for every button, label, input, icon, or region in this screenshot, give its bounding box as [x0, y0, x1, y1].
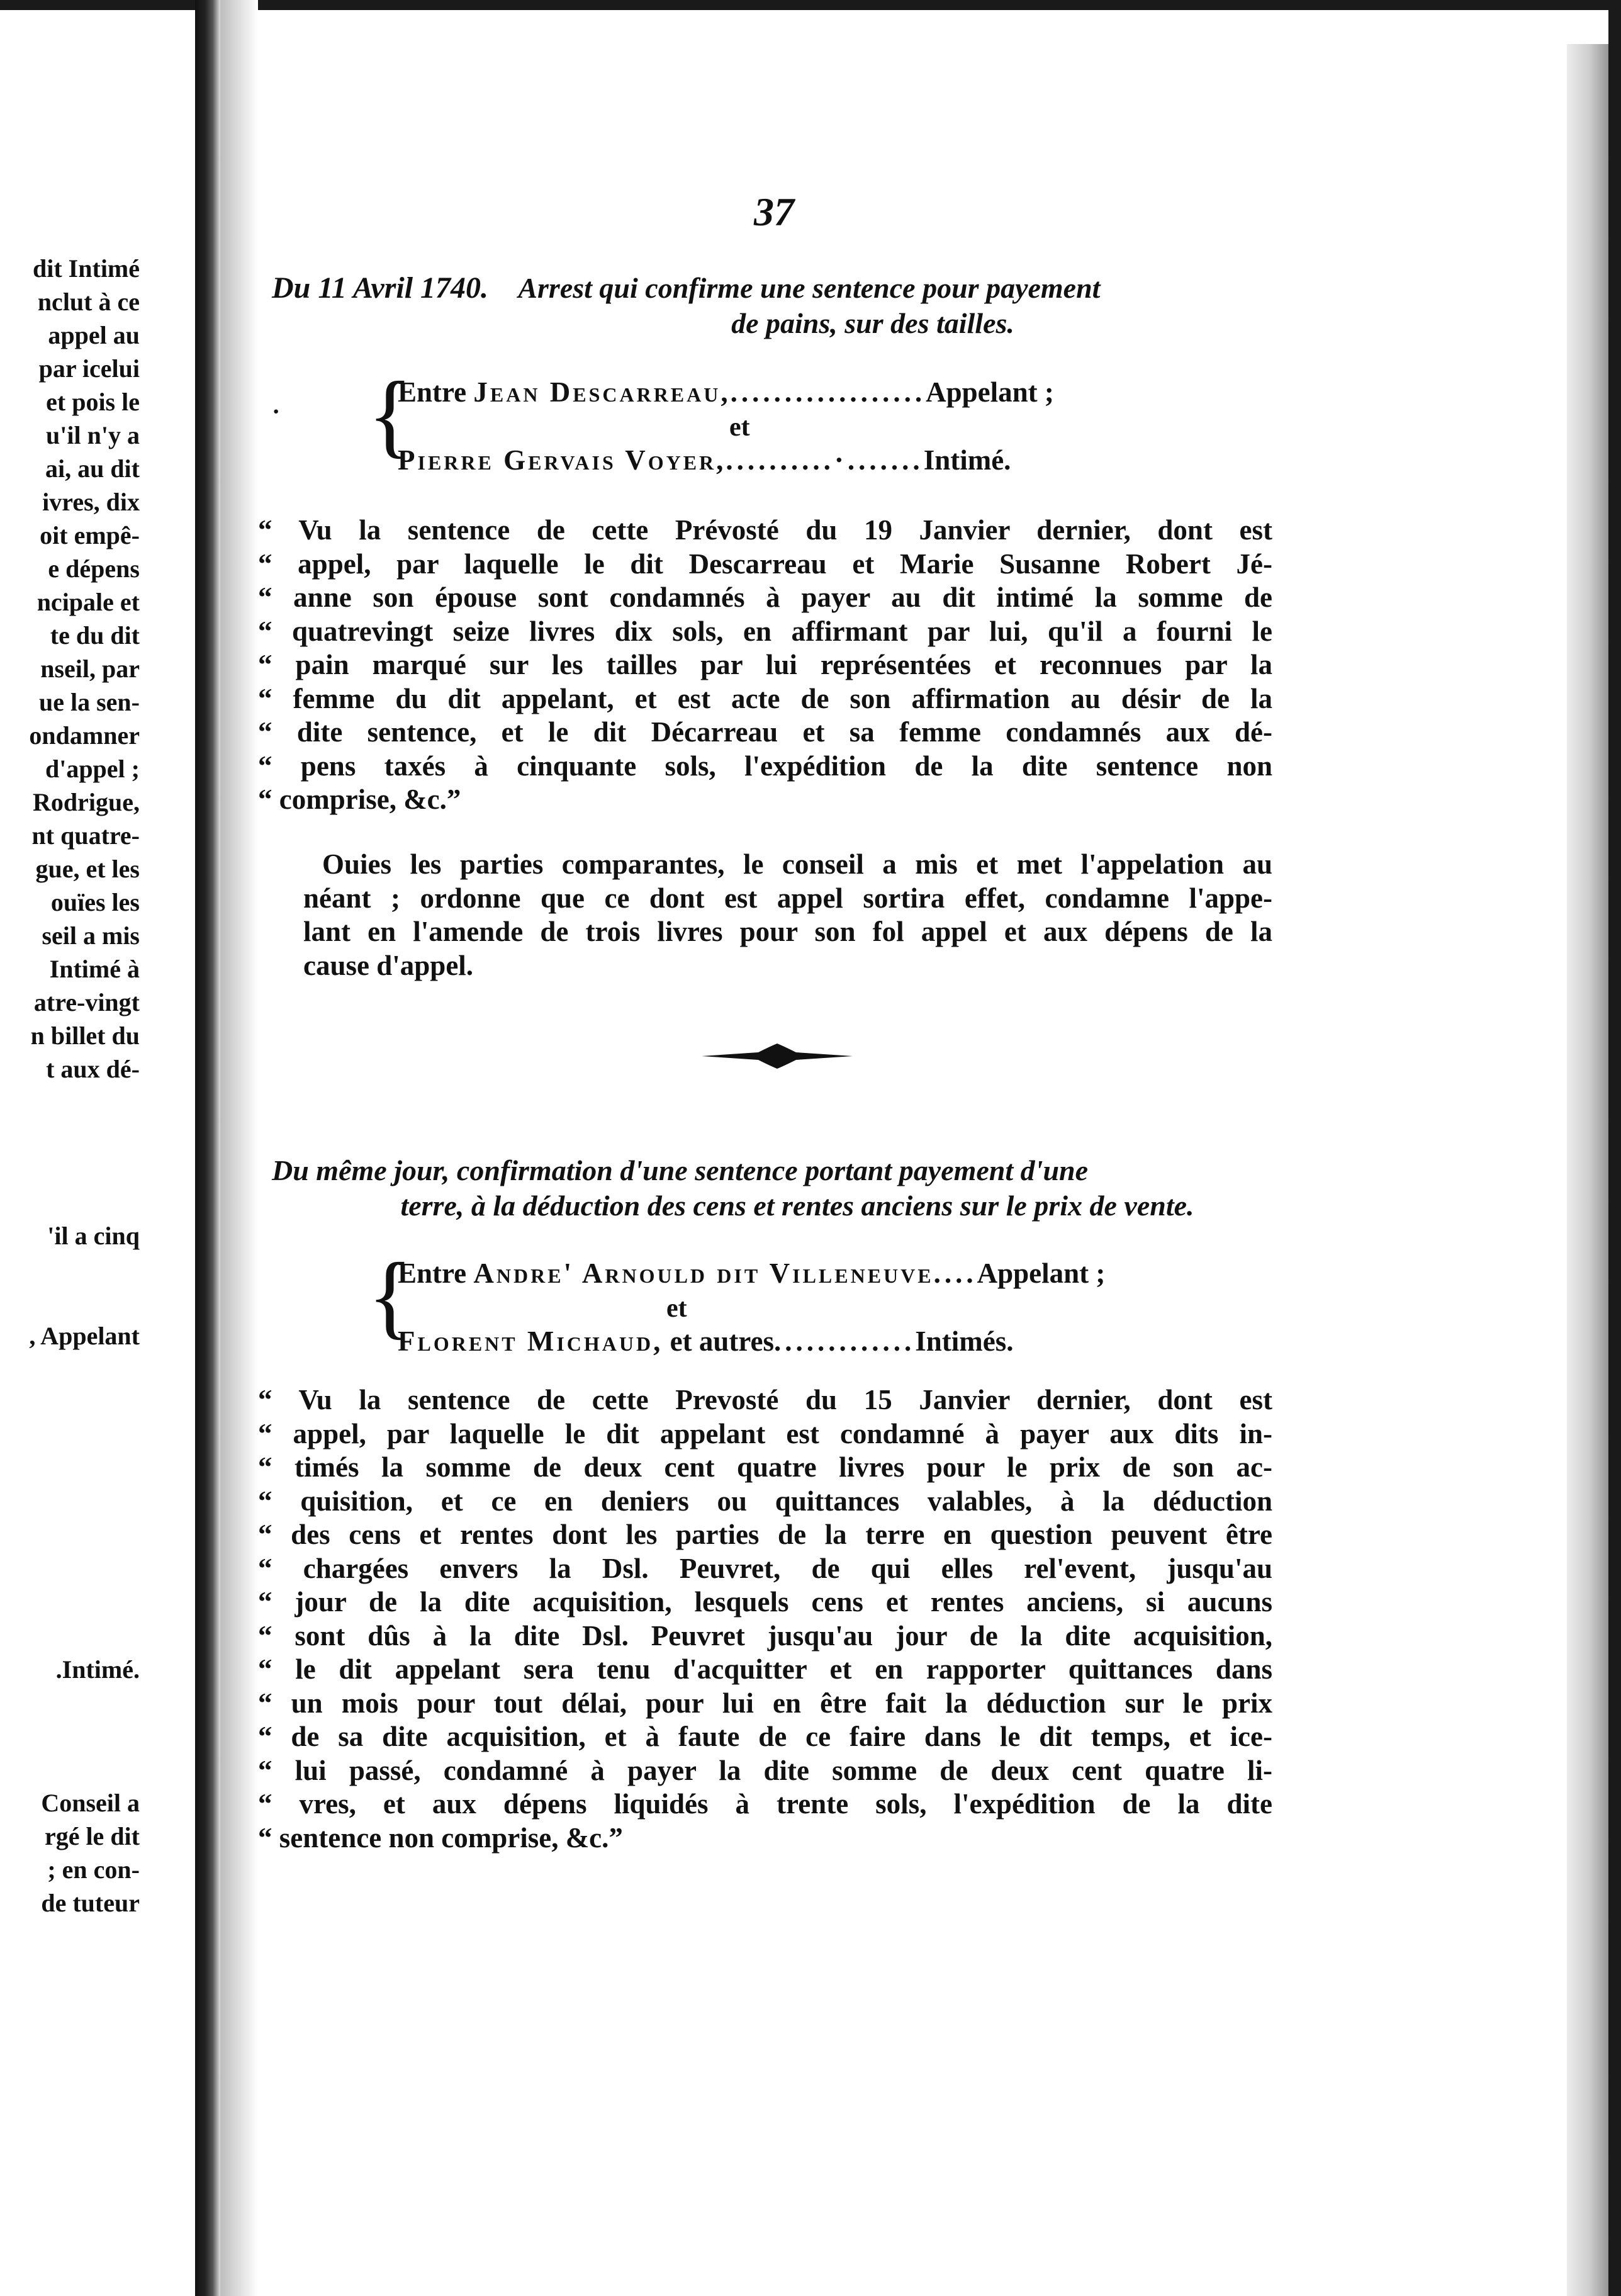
fragment-line: par icelui [38, 354, 140, 383]
fragment-line: nt quatre- [31, 821, 140, 850]
fragment-line [0, 1719, 140, 1753]
fragment-line: d'appel ; [45, 755, 140, 783]
ruling-line: Ouies les parties comparantes, le conseil a mis et met l'appelation au [322, 848, 1272, 880]
party-role: Appelant ; [977, 1258, 1106, 1289]
party-role: Appelant ; [926, 376, 1054, 408]
section1-title-line2: de pains, sur des tailles. [731, 307, 1014, 339]
section2-party-appelant: Entre Andre' Arnould dit Villeneuve....Appelant ; [398, 1258, 1106, 1289]
curly-brace-icon: { [367, 363, 413, 467]
section2-heading [272, 1153, 1272, 1224]
fragment-line [0, 1586, 140, 1619]
quote-line: “ jour de la dite acquisition, lesquels cens et rentes anciens, si aucuns [258, 1586, 1272, 1618]
section2-party-intimes: Florent Michaud, et autres.............Intimés. [398, 1325, 1014, 1357]
quote-line: “ le dit appelant sera tenu d'acquitter et en rapporter quittances dans [258, 1653, 1272, 1685]
section1-title-line1: Arrest qui confirme une sentence pour payement [518, 272, 1101, 304]
fragment-line: nclut à ce [37, 288, 140, 316]
fragment-line: ouïes les [50, 888, 140, 916]
quote-line: “ sentence non comprise, &c.” [258, 1821, 623, 1854]
section2-quote [258, 1383, 1272, 1855]
fragment-line [0, 1619, 140, 1653]
fragment-line: , Appelant [29, 1322, 140, 1350]
quote-line: “ quatrevingt seize livres dix sols, en affirmant par lui, qu'il a fourni le [258, 615, 1272, 647]
ruling-line: cause d'appel. [303, 949, 474, 981]
quote-line: “ lui passé, condamné à payer la dite somme de deux cent quatre li- [258, 1754, 1272, 1786]
fragment-line [0, 1119, 140, 1152]
quote-line: “ Vu la sentence de cette Prévosté du 19 Janvier dernier, dont est [258, 514, 1272, 546]
quote-line: “ quisition, et ce en deniers ou quittances valables, à la déduction [258, 1485, 1272, 1517]
curly-brace-icon: { [367, 1244, 413, 1348]
fragment-line: dit Intimé [33, 254, 140, 283]
fragment-line [0, 1553, 140, 1586]
fragment-line: atre-vingt [33, 988, 140, 1016]
quote-line: “ des cens et rentes dont les parties de la terre en question peuvent être [258, 1519, 1272, 1550]
quote-line: “ appel, par laquelle le dit appelant est condamné à payer aux dits in- [258, 1417, 1272, 1449]
fragment-line: ncipale et [36, 588, 140, 616]
quote-line: “ femme du dit appelant, et est acte de son affirmation au désir de la [258, 682, 1272, 714]
fragment-line: ondamner [29, 721, 140, 750]
fragment-line: u'il n'y a [46, 421, 140, 449]
fragment-line [0, 1252, 140, 1286]
fragment-line: de tuteur [41, 1889, 140, 1917]
party-role: Intimé. [923, 444, 1011, 476]
ruling-line: lant en l'amende de trois livres pour son fol appel et aux dépens de la [303, 916, 1272, 947]
book-gutter [195, 0, 220, 2296]
quote-line: “ de sa dite acquisition, et à faute de ce faire dans le dit temps, et ice- [258, 1721, 1272, 1752]
fragment-line: seil a mis [42, 921, 140, 950]
fragment-line [0, 1519, 140, 1553]
fragment-line: ai, au dit [45, 454, 140, 483]
section1-party-appelant: Entre Jean Descarreau,..................Appelant ; [398, 376, 1054, 408]
fragment-line [0, 1152, 140, 1186]
fragment-line: t aux dé- [46, 1055, 140, 1083]
section1-parties [367, 363, 1272, 485]
section1-ruling [303, 848, 1272, 982]
section1-party-intime: Pierre Gervais Voyer,..........·.......Intimé. [398, 444, 1011, 476]
fragment-line: gue, et les [35, 855, 140, 883]
quote-line: “ Vu la sentence de cette Prevosté du 15 Janvier dernier, dont est [258, 1384, 1272, 1415]
fragment-line: Intimé à [49, 955, 140, 983]
fragment-line [0, 1486, 140, 1519]
section1-heading [272, 271, 1272, 341]
quote-line: “ anne son épouse sont condamnés à payer au dit intimé la somme de [258, 582, 1272, 613]
section2-title-line2: terre, à la déduction des cens et rentes anciens sur le prix de vente. [400, 1190, 1194, 1222]
quote-line: “ timés la somme de deux cent quatre livres pour le prix de son ac- [258, 1451, 1272, 1483]
fragment-line: te du dit [50, 621, 140, 650]
stray-mark: · [272, 397, 281, 425]
fragment-line: oit empê- [40, 521, 140, 549]
fragment-line: appel au [48, 321, 140, 349]
quote-line: “ sont dûs à la dite Dsl. Peuvret jusqu'au jour de la dite acquisition, [258, 1619, 1272, 1652]
section2-et: et [666, 1294, 687, 1323]
fragment-line: Conseil a [41, 1789, 140, 1817]
quote-line: “ un mois pour tout délai, pour lui en être fait la déduction sur le prix [258, 1687, 1272, 1719]
fragment-line [0, 1386, 140, 1419]
fragment-line [0, 1286, 140, 1319]
page-number: 37 [754, 189, 794, 234]
quote-line: “ vres, et aux dépens liquidés à trente sols, l'expédition de la dite [258, 1788, 1272, 1820]
fragment-line [0, 1186, 140, 1219]
fragment-line: et pois le [46, 388, 140, 416]
quote-line: “ dite sentence, et le dit Décarreau et sa femme condamnés aux dé- [258, 716, 1272, 748]
ornament-divider [702, 1044, 853, 1069]
fragment-line [0, 1453, 140, 1486]
scan-border-right [1608, 0, 1621, 2296]
fragment-line [0, 1753, 140, 1786]
fragment-line: ue la sen- [39, 688, 140, 716]
ruling-line: néant ; ordonne que ce dont est appel sortira effet, condamne l'appe- [303, 882, 1272, 914]
fragment-line [0, 1353, 140, 1386]
page-shadow [220, 0, 258, 2296]
fragment-line: ivres, dix [42, 488, 140, 516]
fragment-line: Rodrigue, [33, 788, 140, 816]
quote-line: “ pens taxés à cinquante sols, l'expédition de la dite sentence non [258, 750, 1272, 782]
section1-date: Du 11 Avril 1740. [272, 271, 489, 305]
section1-et: et [729, 413, 750, 442]
quote-line: “ appel, par laquelle le dit Descarreau et Marie Susanne Robert Jé- [258, 548, 1272, 580]
fragment-line: rgé le dit [44, 1822, 140, 1850]
fragment-line: 'il a cinq [47, 1222, 140, 1250]
party-name: Florent Michaud, [398, 1325, 663, 1357]
quote-line: “ chargées envers la Dsl. Peuvret, de qui elles rel'event, jusqu'au [258, 1552, 1272, 1584]
section1-quote [258, 514, 1272, 817]
fragment-line [0, 1419, 140, 1453]
left-page-fragment [0, 252, 140, 1920]
fragment-line: nseil, par [40, 655, 140, 683]
party-role: Intimés. [915, 1325, 1014, 1357]
party-name: Andre' Arnould dit Villeneuve [473, 1258, 934, 1289]
section2-title-line1: Du même jour, confirmation d'une sentence portant payement d'une [272, 1154, 1089, 1186]
fragment-line: ; en con- [47, 1855, 140, 1884]
fragment-line [0, 1086, 140, 1119]
section2-parties [367, 1244, 1272, 1366]
fragment-line [0, 1686, 140, 1719]
fragment-line: e dépens [48, 554, 140, 583]
party-name: Pierre Gervais Voyer, [398, 444, 726, 476]
quote-line: “ pain marqué sur les tailles par lui représentées et reconnues par la [258, 649, 1272, 680]
quote-line: “ comprise, &c.” [258, 784, 461, 815]
party-name: Jean Descarreau, [473, 376, 731, 408]
fragment-line: .Intimé. [55, 1655, 140, 1684]
fragment-line: n billet du [30, 1021, 140, 1050]
